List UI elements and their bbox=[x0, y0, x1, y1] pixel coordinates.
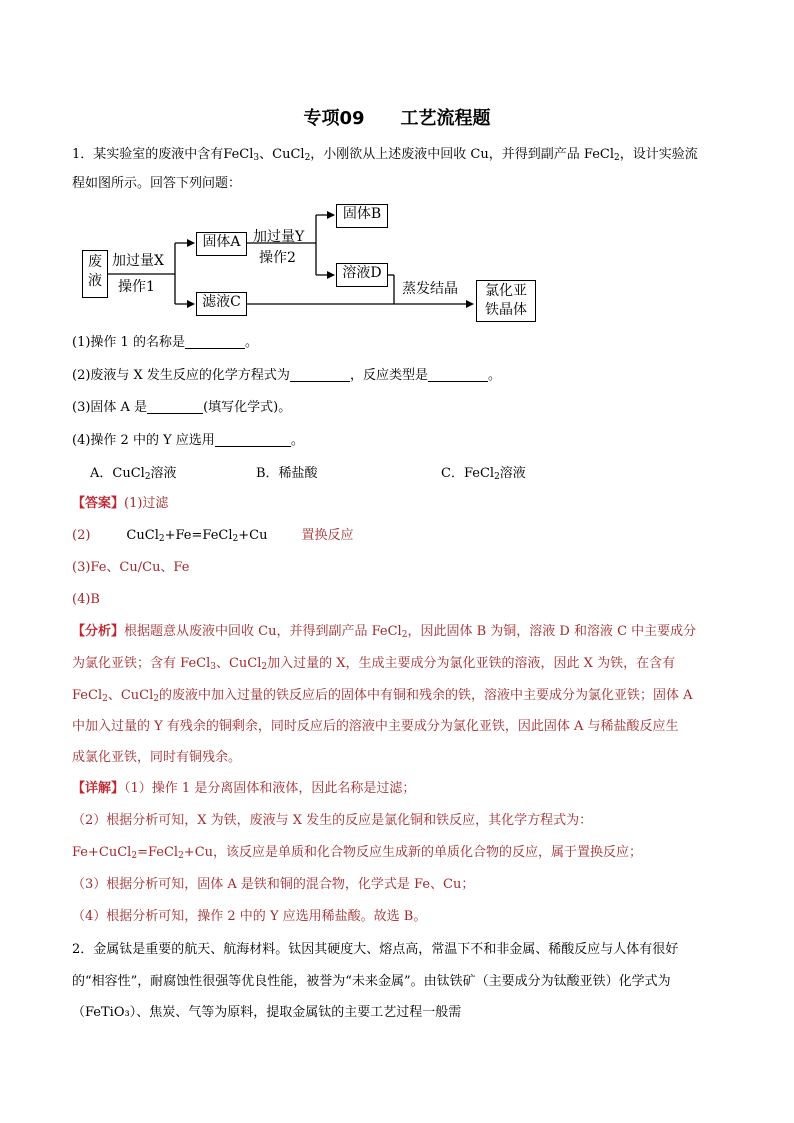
analysis-line3: FeCl$_2$、CuCl$_2$的废液中加入过量的铁反应后的固体中有铜和残余的铁，溶液中主要成分为氯化亚铁；固体 A bbox=[72, 688, 693, 704]
detail-line4: （3）根据分析可知，固体 A 是铁和铜的混合物，化学式是 Fe、Cu； bbox=[72, 877, 475, 892]
label-op2: 操作2 bbox=[259, 250, 296, 266]
detail-line5: （4）根据分析可知，操作 2 中的 Y 应选用稀盐酸。故选 B。 bbox=[72, 909, 427, 924]
label-add-x: 加过量X bbox=[112, 253, 164, 269]
title-left: 专项09 bbox=[303, 108, 365, 129]
option-a: A．CuCl$_2$溶液 bbox=[90, 466, 177, 482]
q1-sub1: (1)操作 1 的名称是 。 bbox=[72, 335, 258, 350]
title-right: 工艺流程题 bbox=[400, 108, 491, 129]
detail-label: 【详解】 bbox=[72, 781, 125, 796]
q1-intro-line1: 1．某实验室的废液中含有FeCl$_3$、CuCl$_2$，小刚欲从上述废液中回收 Cu，并得到副产品 FeCl$_2$，设计实验流 bbox=[72, 147, 698, 163]
analysis-line1: 【分析】根据题意从废液中回收 Cu，并得到副产品 FeCl$_2$，因此固体 B 为铜，溶液 D 和溶液 C 中主要成分 bbox=[72, 624, 697, 640]
answer-line2: (2) CuCl$_2$+Fe=FeCl$_2$+Cu 置换反应 bbox=[72, 528, 354, 544]
answer-line1: 【答案】(1)过滤 bbox=[72, 496, 169, 511]
answer-label: 【答案】 bbox=[72, 496, 125, 511]
box-solid-a: 固体A bbox=[196, 232, 247, 256]
analysis-line5: 成氯化亚铁，同时有铜残余。 bbox=[72, 750, 242, 765]
detail-line1: 【详解】（1）操作 1 是分离固体和液体，因此名称是过滤； bbox=[72, 781, 416, 796]
box-filtrate-c: 滤液C bbox=[196, 292, 247, 316]
box-waste: 废液 bbox=[82, 250, 108, 298]
analysis-line2: 为氯化亚铁；含有 FeCl$_3$、CuCl$_2$加入过量的 X，生成主要成分为氯化亚铁的溶液，因此 X 为铁，在含有 bbox=[72, 656, 676, 672]
label-op1: 操作1 bbox=[118, 279, 155, 295]
q2-line1: 2．金属钛是重要的航天、航海材料。钛因其硬度大、熔点高，常温下不和非金属、稀酸反应与人体有很好 bbox=[72, 942, 679, 957]
box-product: 氯化亚 铁晶体 bbox=[476, 280, 536, 322]
option-c: C．FeCl$_2$溶液 bbox=[441, 466, 526, 482]
answer-line4: (4)B bbox=[72, 592, 100, 607]
detail-line3: Fe+CuCl$_2$=FeCl$_2$+Cu，该反应是单质和化合物反应生成新的单质化合物的反应，属于置换反应； bbox=[72, 845, 643, 861]
label-add-y: 加过量Y bbox=[253, 229, 305, 245]
analysis-label: 【分析】 bbox=[72, 624, 125, 639]
label-evaporate: 蒸发结晶 bbox=[402, 281, 458, 297]
q1-intro-line2: 程如图所示。回答下列问题： bbox=[72, 176, 242, 191]
q1-sub3: (3)固体 A 是 (填写化学式)。 bbox=[72, 400, 292, 415]
q2-line2: 的“相容性”，耐腐蚀性很强等优良性能，被誉为“未来金属”。由钛铁矿（主要成分为钛酸亚铁）化学式为 bbox=[72, 974, 671, 989]
detail-line2: （2）根据分析可知，X 为铁，废液与 X 发生的反应是氯化铜和铁反应，其化学方程式为： bbox=[72, 813, 593, 828]
q1-sub2: (2)废液与 X 发生反应的化学方程式为 ，反应类型是 。 bbox=[72, 368, 501, 383]
box-solution-d: 溶液D bbox=[336, 263, 388, 287]
analysis-line4: 中加入过量的 Y 有残余的铜剩余，同时反应后的溶液中主要成分为氯化亚铁，因此固体 A 与稀盐酸反应生 bbox=[72, 719, 679, 734]
option-b: B．稀盐酸 bbox=[256, 466, 318, 481]
q2-line3: （FeTiO₃）、焦炭、气等为原料，提取金属钛的主要工艺过程一般需 bbox=[72, 1005, 462, 1020]
q1-sub4: (4)操作 2 中的 Y 应选用 。 bbox=[72, 433, 304, 448]
box-solid-b: 固体B bbox=[336, 204, 388, 228]
answer-line3: (3)Fe、Cu/Cu、Fe bbox=[72, 560, 190, 575]
